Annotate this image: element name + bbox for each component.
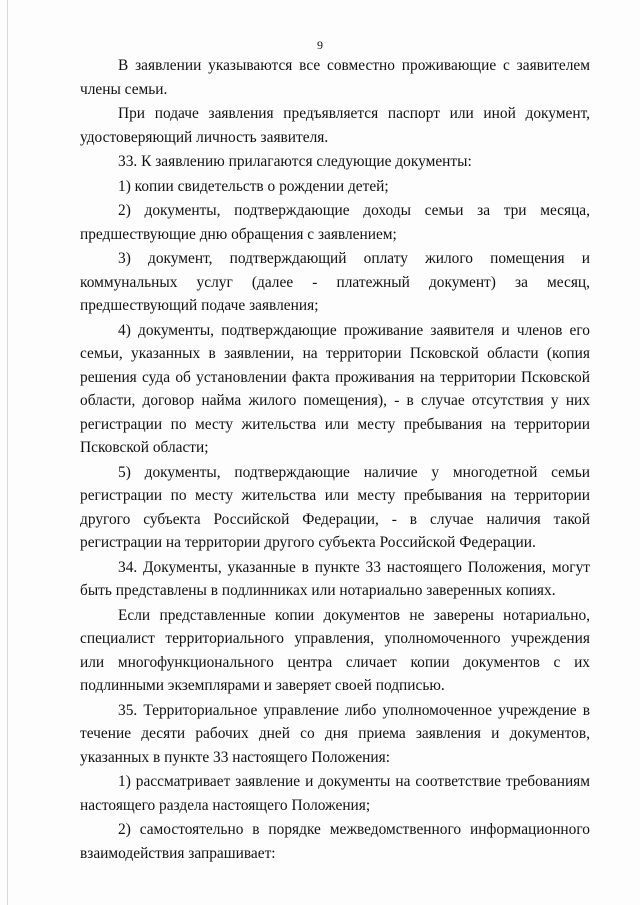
paragraph-copies-verification: Если представленные копии документов не заверены нотариально, специалист территориального управления, уполномоченного учреждения или многофункционального центра сличает копии документов с их подлинными экземплярами и заверяет своей подписью. — [80, 606, 590, 694]
paragraph-item-2: 2) документы, подтверждающие доходы семьи за три месяца, предшествующие дню обращения с заявлением; — [80, 202, 590, 243]
paragraph-item-1: 1) копии свидетельств о рождении детей; — [118, 177, 389, 195]
paragraph-clause-34: 34. Документы, указанные в пункте 33 настоящего Положения, могут быть представлены в подлинниках или нотариально заверенных копиях. — [80, 558, 590, 599]
paragraph-clause-35-item-2: 2) самостоятельно в порядке межведомственного информационного взаимодействия запрашивает: — [80, 821, 590, 862]
paragraph-item-3: 3) документ, подтверждающий оплату жилого помещения и коммунальных услуг (далее - платежный документ) за месяц, предшествующий подаче заявления; — [80, 250, 590, 314]
document-body — [80, 54, 590, 865]
paragraph-clause-33: 33. К заявлению прилагаются следующие документы: — [118, 153, 472, 170]
scan-edge-line — [7, 0, 8, 905]
paragraph-clause-35: 35. Территориальное управление либо уполномоченное учреждение в течение десяти рабочих дней со дня приема заявления и документов, указанных в пункте 33 настоящего Положения: — [80, 701, 590, 766]
paragraph-item-4: 4) документы, подтверждающие проживание заявителя и членов его семьи, указанных в заявлении, на территории Псковской области (копия решения суда об установлении факта проживания на территории Псковской области, договор найма жилого помещения), - в случае отсутствия у них регистрации по месту жительства или месту пребывания на территории Псковской области; — [80, 321, 590, 456]
paragraph-passport: При подаче заявления предъявляется паспорт или иной документ, удостоверяющий личность заявителя. — [80, 105, 590, 146]
paragraph-clause-35-item-1: 1) рассматривает заявление и документы на соответствие требованиям настоящего раздела настоящего Положения; — [80, 773, 590, 814]
page-number: 9 — [317, 38, 323, 52]
paragraph-item-5: 5) документы, подтверждающие наличие у многодетной семьи регистрации по месту жительства или месту пребывания на территории другого субъекта Российской Федерации, - в случае наличия такой регистрации на территории другого субъекта Российской Федерации. — [80, 463, 590, 551]
paragraph-family-members: В заявлении указываются все совместно проживающие с заявителем члены семьи. — [80, 57, 590, 98]
